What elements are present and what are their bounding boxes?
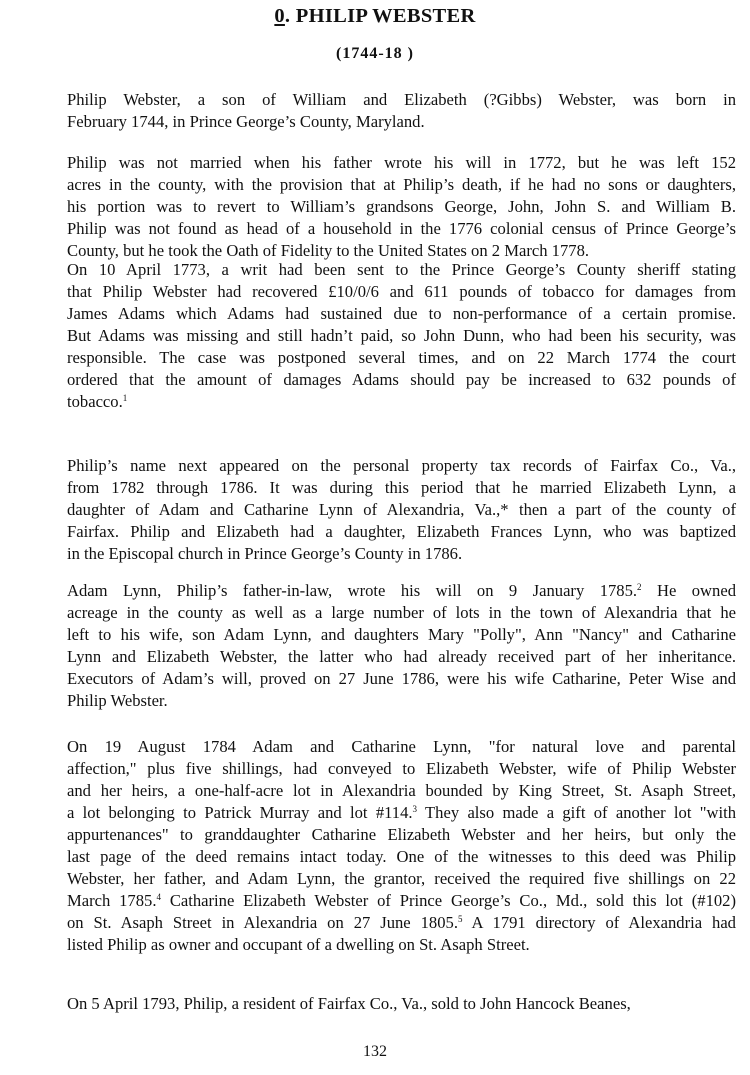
text-line: On 19 August 1784 Adam and Catharine Lynn, "for natural love and parental <box>67 737 736 756</box>
line-text: a lot belonging to Patrick Murray and lot #114. <box>67 803 413 822</box>
paragraph-conveyance <box>12 736 736 956</box>
footnote-marker: 2 <box>637 582 642 592</box>
text-line <box>12 391 736 413</box>
line-text: They also made a gift of another lot "with <box>417 803 737 822</box>
paragraph-adam-lynn-will <box>12 580 736 712</box>
paragraph-birth <box>12 89 736 133</box>
line-text: on St. Asaph Street in Alexandria on 27 June 1805. <box>67 913 458 932</box>
page-number: 132 <box>363 1043 387 1060</box>
text-line: and her heirs, a one-half-acre lot in Alexandria bounded by King Street, St. Asaph Street, <box>67 781 736 800</box>
line-text: He owned <box>641 581 736 600</box>
text-line: Fairfax. Philip and Elizabeth had a daughter, Elizabeth Frances Lynn, who was baptized <box>67 522 736 541</box>
footnote-marker: 4 <box>156 892 161 902</box>
paragraph-will <box>12 152 736 262</box>
text-line: On 5 April 1793, Philip, a resident of Fairfax Co., Va., sold to John Hancock Beanes, <box>67 994 631 1013</box>
text-line: Philip was not found as head of a household in the 1776 colonial census of Prince George’s <box>67 219 736 238</box>
line-text: Adam Lynn, Philip’s father-in-law, wrote his will on 9 January 1785. <box>67 581 638 600</box>
text-line: affection," plus five shillings, had conveyed to Elizabeth Webster, wife of Philip Webster <box>67 759 736 778</box>
line-text: Catharine Elizabeth Webster of Prince George’s Co., Md., sold this lot (#102) <box>160 891 736 910</box>
footnote-marker: 1 <box>122 393 128 403</box>
text-line: acreage in the county as well as a large number of lots in the town of Alexandria that he <box>67 603 736 622</box>
text-line: Philip Webster, a son of William and Elizabeth (?Gibbs) Webster, was born in <box>67 90 736 109</box>
line-text: March 1785. <box>67 891 157 910</box>
text-line: Lynn and Elizabeth Webster, the latter who had already received part of her inheritance. <box>67 647 736 666</box>
text-line: his portion was to revert to William’s grandsons George, John, John S. and William B. <box>67 197 736 216</box>
text-line: last page of the deed remains intact today. One of the witnesses to this deed was Philip <box>67 847 736 866</box>
text-line: listed Philip as owner and occupant of a dwelling on St. Asaph Street. <box>67 935 530 954</box>
paragraph-sale-1793 <box>12 993 736 1015</box>
text-line: Philip Webster. <box>67 691 168 710</box>
text-line: February 1744, in Prince George’s County, Maryland. <box>67 112 425 131</box>
line-text: tobacco. <box>67 392 123 411</box>
text-line: County, but he took the Oath of Fidelity to the United States on 2 March 1778. <box>67 241 590 260</box>
text-line: Philip was not married when his father wrote his will in 1772, but he was left 152 <box>67 153 736 172</box>
text-line: On 10 April 1773, a writ had been sent to the Prince George’s County sheriff stating <box>67 260 736 279</box>
page-title <box>0 5 750 28</box>
text-line: acres in the county, with the provision that at Philip’s death, if he had no sons or daughters, <box>67 175 736 194</box>
text-line: in the Episcopal church in Prince George’s County in 1786. <box>67 544 463 563</box>
text-line: that Philip Webster had recovered £10/0/6 and 611 pounds of tobacco for damages from <box>67 282 736 301</box>
text-line: daughter of Adam and Catharine Lynn of Alexandria, Va.,* then a part of the county of <box>67 500 736 519</box>
text-line: appurtenances" to granddaughter Catharine Elizabeth Webster and her heirs, but only the <box>67 825 736 844</box>
text-line: Executors of Adam’s will, proved on 27 June 1786, were his wife Catharine, Peter Wise and <box>67 669 736 688</box>
text-line: from 1782 through 1786. It was during this period that he married Elizabeth Lynn, a <box>67 478 736 497</box>
text-line <box>12 890 736 912</box>
footnote-marker: 3 <box>412 804 418 814</box>
line-text: A 1791 directory of Alexandria had <box>462 913 736 932</box>
text-line: responsible. The case was postponed several times, and on 22 March 1774 the court <box>67 348 736 367</box>
text-line: Philip’s name next appeared on the personal property tax records of Fairfax Co., Va., <box>67 456 736 475</box>
text-line <box>12 802 736 824</box>
text-line: Webster, her father, and Adam Lynn, the grantor, received the required five shillings on 22 <box>67 869 736 888</box>
text-line <box>12 912 736 934</box>
footnote-marker: 5 <box>457 914 463 924</box>
paragraph-writ <box>12 259 736 413</box>
text-line <box>12 580 736 602</box>
paragraph-tax-records <box>12 455 736 565</box>
title-number: 0 <box>274 5 285 27</box>
text-line: But Adams was missing and still hadn’t paid, so John Dunn, who had been his security, was <box>67 326 736 345</box>
title-text: . PHILIP WEBSTER <box>284 5 476 27</box>
text-line: left to his wife, son Adam Lynn, and daughters Mary "Polly", Ann "Nancy" and Catharine <box>67 625 736 644</box>
text-line: James Adams which Adams had sustained due to non-performance of a certain promise. <box>67 304 736 323</box>
text-line: ordered that the amount of damages Adams should pay be increased to 632 pounds of <box>67 370 736 389</box>
life-years: (1744-18 ) <box>336 45 414 62</box>
